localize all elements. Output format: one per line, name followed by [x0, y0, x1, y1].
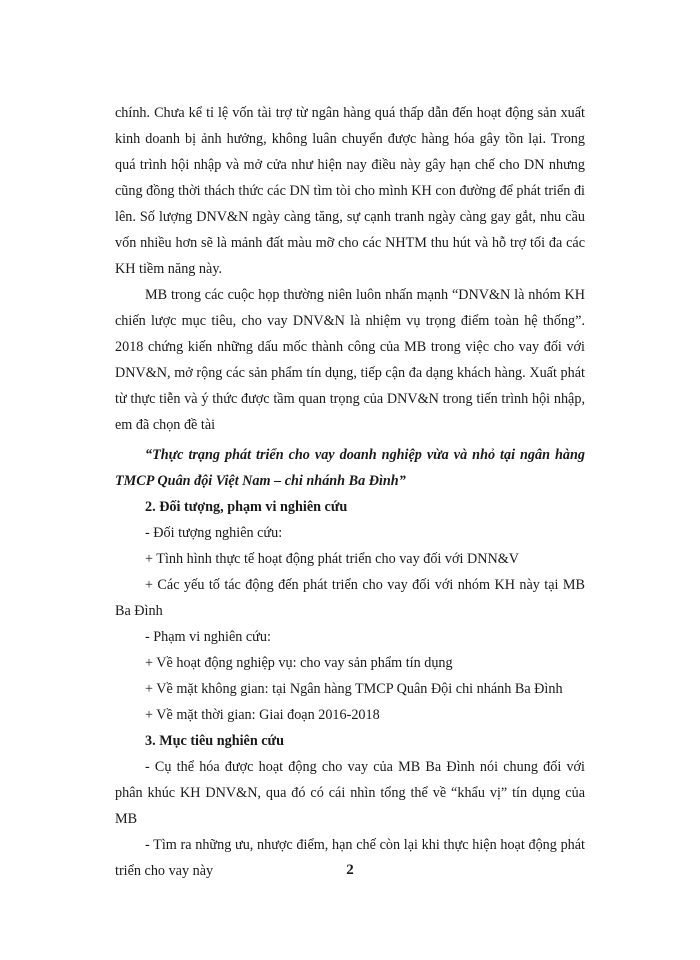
section-2-heading: 2. Đối tượng, phạm vi nghiên cứu [145, 499, 348, 515]
scope-item-1: + Về hoạt động nghiệp vụ: cho vay sản phẩm tín dụng [145, 655, 453, 671]
object-item-2: + Các yếu tố tác động đến phát triển cho vay đối với nhóm KH này tại MB Ba Đình [115, 577, 585, 619]
scope-item-2: + Về mặt không gian: tại Ngân hàng TMCP Quân Đội chi nhánh Ba Đình [145, 681, 563, 697]
scope-label: - Phạm vi nghiên cứu: [145, 629, 271, 645]
object-item-1: + Tình hình thực tế hoạt động phát triển cho vay đối với DNN&V [145, 551, 520, 567]
scope-item-3: + Về mặt thời gian: Giai đoạn 2016-2018 [145, 707, 380, 723]
goal-1: - Cụ thể hóa được hoạt động cho vay của MB Ba Đình nói chung đối với phân khúc KH DNV&N, qua đó có cái nhìn tổng thể về “khẩu vị” tín dụng của MB [115, 759, 585, 827]
paragraph-1: chính. Chưa kể tỉ lệ vốn tài trợ từ ngân hàng quá thấp dẫn đến hoạt động sản xuất kinh doanh bị ảnh hưởng, không luân chuyển được hàng hóa gây tồn lại. Trong quá trình hội nhập và mở cửa như hiện nay điều này gây hạn chế cho DN nhưng cũng đồng thời thách thức các DN tìm tòi cho mình KH con đường để phát triển đi lên. Số lượng DNV&N ngày càng tăng, sự cạnh tranh ngày càng gay gắt, nhu cầu vốn nhiều hơn sẽ là mảnh đất màu mỡ cho các NHTM thu hút và hỗ trợ tối đa các KH tiềm năng này. [115, 105, 585, 277]
paragraph-2: MB trong các cuộc họp thường niên luôn nhấn mạnh “DNV&N là nhóm KH chiến lược mục tiêu, cho vay DNV&N là nhiệm vụ trọng điểm toàn hệ thống”. 2018 chứng kiến những dấu mốc thành công của MB trong việc cho vay đối với DNV&N, mở rộng các sản phẩm tín dụng, tiếp cận đa dạng khách hàng. Xuất phát từ thực tiễn và ý thức được tầm quan trọng của DNV&N trong tiến trình hội nhập, em đã chọn đề tài [115, 287, 585, 433]
object-label: - Đối tượng nghiên cứu: [145, 525, 283, 541]
body-text [115, 100, 585, 884]
page-number: 2 [346, 862, 354, 878]
goal-2: - Tìm ra những ưu, nhược điểm, hạn chế còn lại khi thực hiện hoạt động phát triển cho vay này [115, 837, 585, 879]
topic-title: “Thực trạng phát triển cho vay doanh nghiệp vừa và nhỏ tại ngân hàng TMCP Quân đội Việt Nam – chi nhánh Ba Đình” [115, 447, 585, 489]
section-3-heading: 3. Mục tiêu nghiên cứu [145, 733, 284, 749]
